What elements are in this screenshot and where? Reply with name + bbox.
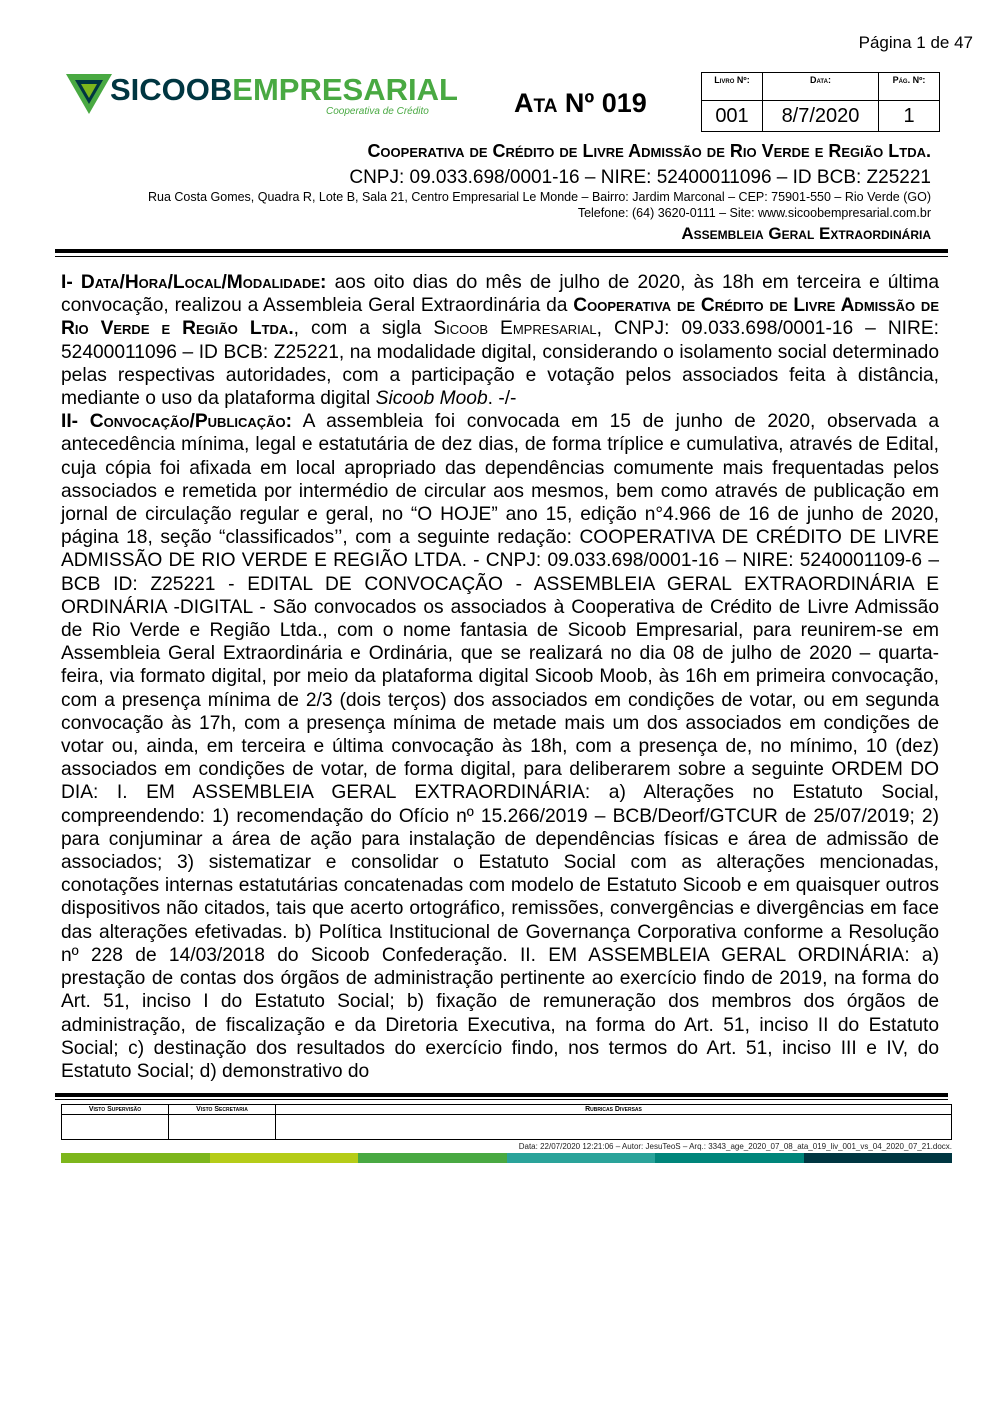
footer-divider: [55, 1093, 948, 1097]
footer-divider-thin: [55, 1099, 948, 1100]
rubricas-field: [276, 1115, 952, 1140]
header-divider-thin: [55, 256, 948, 257]
section-1-sigla: Sicoob Empresarial: [433, 318, 597, 340]
page-number: Página 1 de 47: [858, 33, 973, 52]
visto-supervisao-field: [62, 1115, 169, 1140]
color-bar-segment: [507, 1153, 656, 1163]
color-bar-segment: [61, 1153, 210, 1163]
pag-label: Pág. Nº:: [879, 73, 940, 101]
data-label: Data:: [763, 73, 879, 101]
coop-name: Cooperativa de Crédito de Livre Admissão de Rio Verde e Região Ltda.: [367, 141, 931, 161]
logo-subtitle: Cooperativa de Crédito: [326, 106, 429, 117]
phone-line: Telefone: (64) 3620-0111 – Site: www.sicoobempresarial.com.br: [577, 206, 931, 220]
color-bar-segment: [804, 1153, 953, 1163]
signature-table: [61, 1104, 952, 1140]
footer-color-bar: [61, 1153, 952, 1163]
section-2-text: A assembleia foi convocada em 15 de junho de 2020, observada a antecedência mínima, legal e estatutária de dez dias, de forma tríplice e cumulativa, através de Edital, cuja cópia foi afixada em local apropriado das dependências comumente mais frequentadas pelos associados e remetida por intermédio de circular aos mesmos, bem como através de publicação em jornal de circulação regular e geral, no “O HOJE” ano 15, edição n°4.966 de 16 de junho de 2020, página 18, seção “classificados’’, com a seguinte redação: COOPERATIVA DE CRÉDITO DE LIVRE ADMISSÃO DE RIO VERDE E REGIÃO LTDA. - CNPJ: 09.033.698/0001-16 – NIRE: 5240001109-6 – BCB ID: Z25221 - EDITAL DE CONVOCAÇÃO - ASSEMBLEIA GERAL EXTRAORDINÁRIA E ORDINÁRIA -DIGITAL - São convocados os associados à Cooperativa de Crédito de Livre Admissão de Rio Verde e Região Ltda., com o nome fantasia de Sicoob Empresarial, para reunirem-se em Assembleia Geral Extraordinária e Ordinária, que se realizará no dia 08 de julho de 2020 – quarta-feira, via formato digital, por meio da plataforma digital Sicoob Moob, às 16h em primeira convocação, com a presença mínima de 2/3 (dois terços) dos associados em condições de votar, ou em segunda convocação às 17h, com a presença mínima de metade mais um dos associados em condições de votar ou, ainda, em terceira e última convocação às 18h, com a presença de, no mínimo, 10 (dez) associados em condições de votar, de forma digital, para deliberarem sobre a seguinte ORDEM DO DIA: I. EM ASSEMBLEIA GERAL EXTRAORDINÁRIA: a) Alterações no Estatuto Social, compreendendo: 1) recomendação do Ofício nº 15.266/2019 – BCB/Deorf/GTCUR de 25/07/2019; 2) para conjuminar a área de ação para instalação de dependências físicas e área de admissão de associados; 3) sistematizar e consolidar o Estatuto Social com as alterações mencionadas, conotações internas estatutárias concatenadas com modelo de Estatuto Sicoob e em quaisquer outros dispositivos não citados, tais que acerto ortográfico, remissões, convergências e divergências em face das alterações efetivadas. b) Política Institucional de Governança Corporativa conforme a Resolução nº 228 de 14/03/2018 do Sicoob Confederação. II. EM ASSEMBLEIA GERAL ORDINÁRIA: a) prestação de contas dos órgãos de administração pertinente ao exercício findo de 2019, na forma do Art. 51, inciso I do Estatuto Social; b) fixação de remuneração dos membros dos órgãos de administração, de fiscalização e da Diretoria Executiva, na forma do Art. 51, inciso II do Estatuto Social; c) destinação dos resultados do exercício findo, nos termos do Art. 51, inciso III e IV, do Estatuto Social; d) demonstrativo do: [61, 411, 939, 1082]
visto-supervisao-label: Visto Supervisão: [62, 1105, 169, 1115]
color-bar-segment: [210, 1153, 359, 1163]
livro-label: Livro Nº:: [702, 73, 763, 101]
logo-name-empresarial: EMPRESARIAL: [232, 72, 458, 107]
book-info-table: [701, 72, 940, 132]
section-1-text-d: . -/-: [487, 388, 517, 410]
rubricas-label: Rubricas Diversas: [276, 1105, 952, 1115]
sicoob-logo-icon: [66, 72, 112, 116]
logo-name-sicoob: SICOOB: [110, 72, 233, 107]
ata-title: Ata Nº 019: [514, 88, 647, 118]
section-1-platform: Sicoob Moob: [375, 388, 488, 410]
section-1-heading: I- Data/Hora/Local/Modalidade:: [61, 272, 327, 293]
pag-value: 1: [879, 101, 940, 132]
color-bar-segment: [655, 1153, 804, 1163]
assembly-type: Assembleia Geral Extraordinária: [681, 224, 931, 243]
minutes-body: [61, 271, 939, 1083]
header-divider: [55, 249, 948, 253]
section-1-text-b: , com a sigla: [293, 318, 434, 340]
logo-wordmark: [110, 72, 458, 108]
color-bar-segment: [358, 1153, 507, 1163]
livro-value: 001: [702, 101, 763, 132]
visto-secretaria-field: [169, 1115, 276, 1140]
section-2-heading: II- Convocação/Publicação:: [61, 411, 293, 433]
cnpj-line: CNPJ: 09.033.698/0001-16 – NIRE: 52400011096 – ID BCB: Z25221: [349, 167, 931, 188]
section-1-text-a: aos oito dias do mês de julho de 2020, às 18h em terceira e última convocação, realizou a Assembleia Geral Extraordinária da: [61, 272, 939, 317]
address-line: Rua Costa Gomes, Quadra R, Lote B, Sala 21, Centro Empresarial Le Monde – Bairro: Jardim Marconal – CEP: 75901-550 – Rio Verde (GO): [147, 190, 931, 204]
data-value: 8/7/2020: [763, 101, 879, 132]
document-info: Data: 22/07/2020 12:21:06 – Autor: JesuTeoS – Arq.: 3343_age_2020_07_08_ata_019_liv_001_vs_04_2020_07_21.docx.: [518, 1142, 952, 1151]
visto-secretaria-label: Visto Secretaria: [169, 1105, 276, 1115]
section-1-text-c: , CNPJ: 09.033.698/0001-16 – NIRE: 52400011096 – ID BCB: Z25221, na modalidade digital, considerando o isolamento social determinado pelas respectivas autoridades, com a participação e votação pelos associados feita à distância, mediante o uso da plataforma digital: [61, 318, 939, 410]
section-1-coop-name: Cooperativa de Crédito de Livre Admissão de Rio Verde e Região Ltda.: [61, 295, 939, 340]
